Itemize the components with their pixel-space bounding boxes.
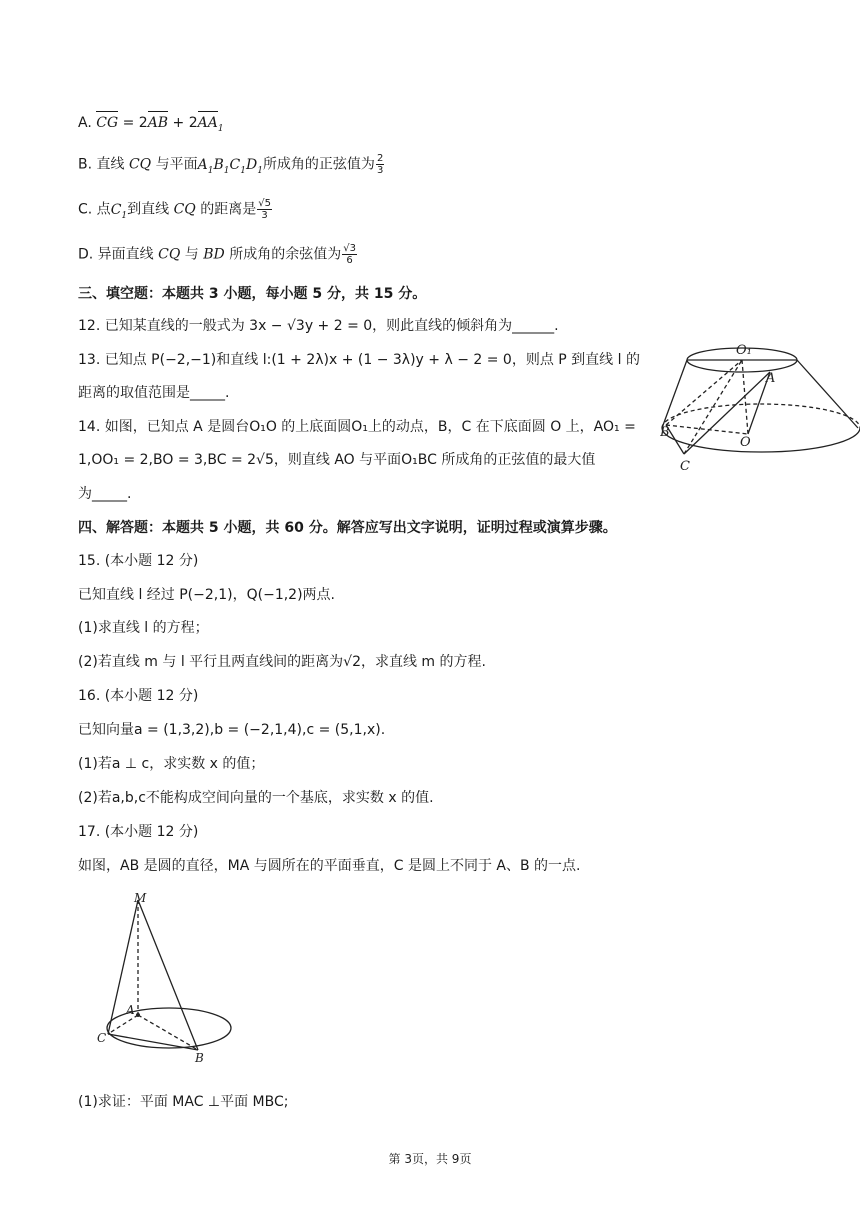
label-c: C [680,459,690,474]
section3-heading: 三、填空题：本题共 3 小题，每小题 5 分，共 15 分。 [78,286,427,302]
frustum-right-edge [797,360,858,428]
label-b: B [195,1051,204,1065]
label-o: O [740,435,751,450]
q17-part1: (1)求证：平面 MAC ⊥平面 MBC; [78,1094,289,1110]
q11-option-a: A. CG = $2AB + 2AA_1$ [78,115,224,134]
label-m: M [134,891,147,905]
cone-figure [94,890,244,1070]
q16-title: 16. (本小题 12 分) [78,688,199,704]
label-o1: O₁ [736,343,752,358]
label-a: A [766,371,776,386]
q11-option-c: C. 点$C_1$到直线 CQ 的距离是 $\frac{√5}{3}$ [78,198,271,221]
seg-b-o1 [666,360,742,425]
q11-option-b: B. 直线 CQ 与平面$A_1B_1C_1D_1$所成角的正弦值为 $\frac{2}{3}$ [78,153,384,176]
label-a: A [126,1003,135,1017]
q13-line1: 13. 已知点 P(−2,−1)和直线 l:(1 + 2λ)x + (1 − 3λ)y + λ − 2 = 0，则点 P 到直线 l 的 [78,352,640,368]
q15-part2: (2)若直线 m 与 l 平行且两直线间的距离为√2，求直线 m 的方程. [78,654,486,670]
seg-ac [108,1015,138,1034]
frustum-bottom-front [662,428,860,452]
q12-text: 12. 已知某直线的一般式为 3x − √3y + 2 = 0，则此直线的倾斜角为______. [78,318,559,334]
frustum-figure [660,338,860,478]
q15-part1: (1)求直线 l 的方程； [78,620,209,636]
label-b: B [660,425,670,440]
section4-heading: 四、解答题：本题共 5 小题，共 60 分。解答应写出文字说明，证明过程或演算步骤。 [78,520,617,536]
q17-title: 17. (本小题 12 分) [78,824,199,840]
q14-line1: 14. 如图，已知点 A 是圆台O₁O 的上底面圆O₁上的动点，B，C 在下底面圆 O 上，AO₁ = [78,419,636,435]
frustum-left-edge [662,360,687,428]
q14-line2: 1,OO₁ = 2,BO = 3,BC = 2√5，则直线 AO 与平面O₁BC 所成角的正弦值的最大值 [78,452,596,468]
point-a [136,1013,140,1017]
q16-part2: (2)若a,b,c不能构成空间向量的一个基底，求实数 x 的值. [78,790,434,806]
label-c: C [97,1031,107,1045]
q17-stem: 如图，AB 是圆的直径，MA 与圆所在的平面垂直，C 是圆上不同于 A、B 的一点. [78,858,581,874]
q15-title: 15. (本小题 12 分) [78,553,199,569]
q14-line3: 为_____. [78,486,132,502]
seg-mb [138,900,198,1050]
q16-stem: 已知向量a = (1,3,2),b = (−2,1,4),c = (5,1,x). [78,722,386,738]
q13-line2: 距离的取值范围是_____. [78,385,230,401]
q11-option-d: D. 异面直线 CQ 与 BD 所成角的余弦值为 $\frac{√3}{6}$ [78,243,356,266]
frustum-bottom-back [662,404,860,428]
seg-c-a [684,372,770,454]
q16-part1: (1)若a ⊥ c，求实数 x 的值； [78,756,265,772]
page-footer: 第 3页，共 9页 [388,1152,472,1166]
q15-stem: 已知直线 l 经过 P(−2,1)，Q(−1,2)两点. [78,587,335,603]
